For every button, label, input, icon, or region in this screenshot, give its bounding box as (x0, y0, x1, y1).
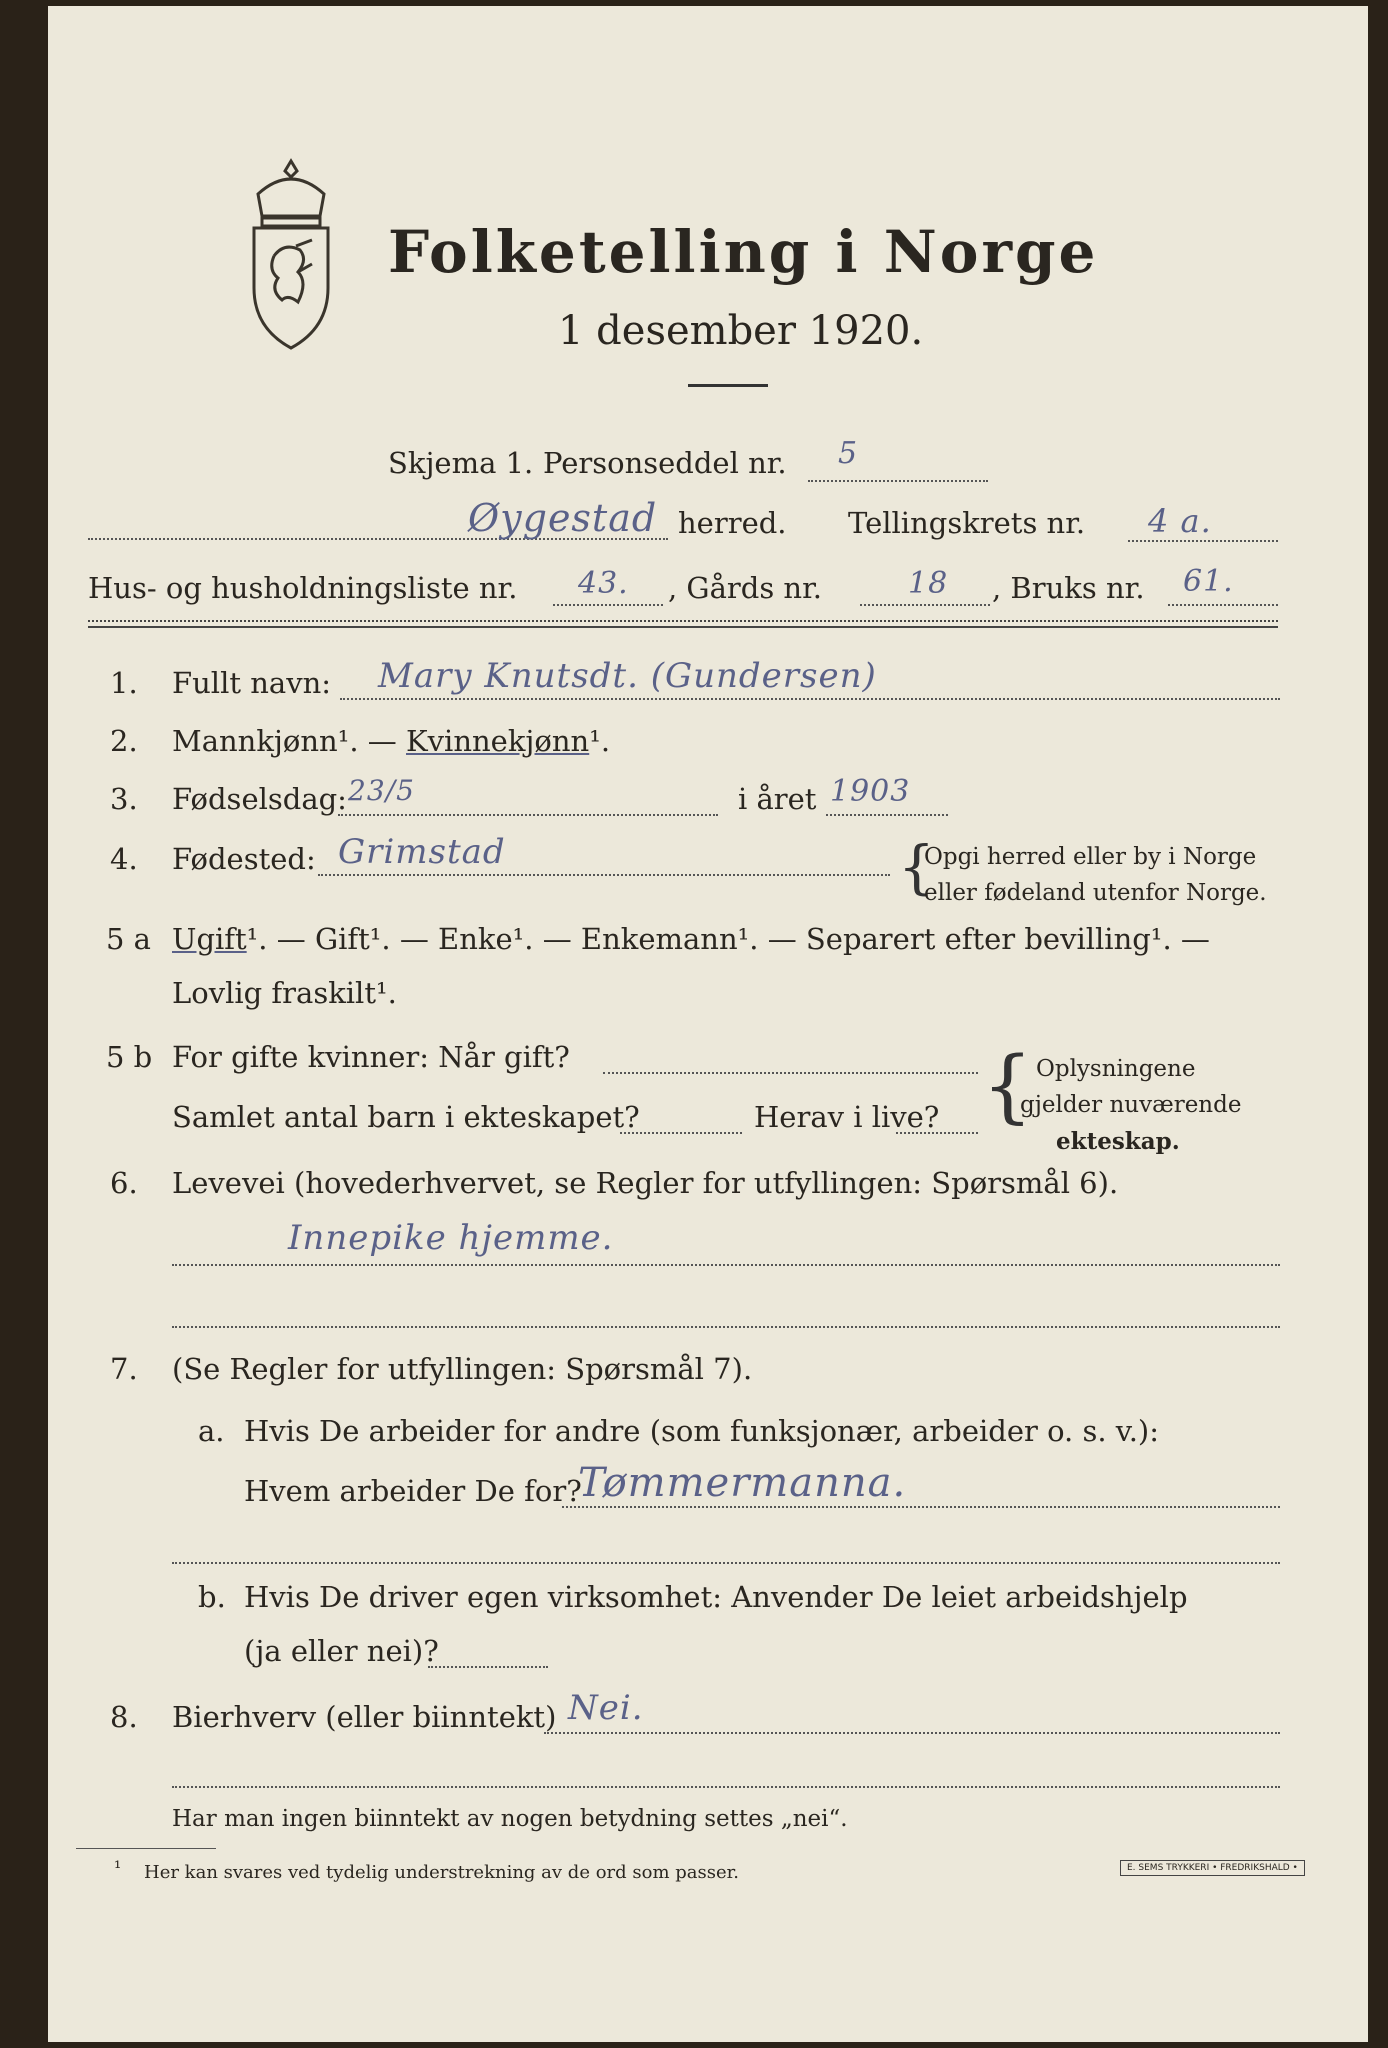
q3-year-value: 1903 (830, 774, 911, 809)
q5b-note-2: gjelder nuværende (1020, 1092, 1242, 1118)
footnote-text: Her kan svares ved tydelig understrekning av de ord som passer. (144, 1862, 739, 1883)
footnote-mark: ¹ (114, 1858, 122, 1879)
census-form-page (48, 6, 1368, 2042)
q5a-rest: ¹. — Gift¹. — Enke¹. — Enkemann¹. — Separert efter bevilling¹. — (246, 922, 1210, 956)
q7-label: (Se Regler for utfyllingen: Spørsmål 7). (172, 1352, 753, 1386)
bruks-line (1168, 604, 1278, 606)
q4-line (318, 874, 890, 876)
q7b-line1: Hvis De driver egen virksomhet: Anvender De leiet arbeidshjelp (244, 1580, 1188, 1614)
q6-label: Levevei (hovederhvervet, se Regler for utfyllingen: Spørsmål 6). (172, 1166, 1119, 1200)
q8-value: Nei. (568, 1688, 644, 1728)
q4-note-1: Opgi herred eller by i Norge (924, 844, 1257, 870)
q8-label: Bierhverv (eller biinntekt) (172, 1700, 557, 1734)
q6-number: 6. (110, 1166, 138, 1200)
q7b-number: b. (198, 1580, 226, 1614)
q5b-line2b: Herav i live? (754, 1100, 940, 1134)
herred-value: Øygestad (468, 496, 658, 540)
q1-value: Mary Knutsdt. (Gundersen) (378, 656, 877, 696)
gards-value: 18 (908, 566, 949, 601)
herred-label: herred. (678, 506, 787, 540)
q3-label: Fødselsdag: (172, 782, 347, 816)
header-rule-2 (88, 626, 1278, 628)
q7a-line2: Hvem arbeider De for? (244, 1474, 582, 1508)
census-date: 1 desember 1920. (558, 308, 924, 354)
q7a-line1: Hvis De arbeider for andre (som funksjonær, arbeider o. s. v.): (244, 1414, 1160, 1448)
q7a-line-2 (172, 1562, 1280, 1564)
q3-year-line (826, 814, 948, 816)
tellingskrets-line (1128, 540, 1278, 542)
printer-stamp: E. SEMS TRYKKERI • FREDRIKSHALD • (1120, 1860, 1305, 1876)
q5b-live-dots (896, 1132, 978, 1134)
footnote-rule (76, 1848, 216, 1849)
q5b-line1: For gifte kvinner: Når gift? (172, 1040, 570, 1074)
q5b-brace: { (982, 1039, 1033, 1132)
note-nei: Har man ingen biinntekt av nogen betydning settes „nei“. (172, 1806, 848, 1832)
q7a-line (562, 1506, 1280, 1508)
skjema-label: Skjema 1. (388, 446, 534, 480)
personseddel-label: Personseddel nr. (543, 446, 787, 480)
q3-value: 23/5 (348, 774, 415, 807)
q8-number: 8. (110, 1700, 138, 1734)
q4-number: 4. (110, 842, 138, 876)
q1-line (340, 698, 1280, 700)
q5b-note-3: ekteskap. (1056, 1128, 1180, 1155)
q6-value: Innepike hjemme. (288, 1218, 614, 1258)
q2-text (172, 724, 610, 758)
q6-line-2 (172, 1326, 1280, 1328)
q5b-barn-dots (620, 1132, 742, 1134)
q3-number: 3. (110, 782, 138, 816)
q2-mann: Mannkjønn¹. — (172, 724, 406, 758)
q5b-line2: Samlet antal barn i ekteskapet? (172, 1100, 640, 1134)
q7b-line2: (ja eller nei)? (244, 1634, 439, 1668)
husliste-label: Hus- og husholdningsliste nr. (88, 571, 518, 605)
gards-label: , Gårds nr. (668, 571, 822, 605)
q4-brace: { (898, 833, 935, 901)
gards-line (860, 604, 990, 606)
bruks-label: , Bruks nr. (992, 571, 1145, 605)
q5a-number: 5 a (106, 922, 151, 956)
form-title: Folketelling i Norge (388, 218, 1099, 286)
q3-year-label: i året (738, 782, 817, 816)
q5a-line2: Lovlig fraskilt¹. (172, 976, 397, 1010)
q4-value: Grimstad (338, 832, 506, 872)
title-divider (688, 384, 768, 387)
personseddel-value: 5 (838, 436, 859, 471)
tellingskrets-value: 4 a. (1148, 502, 1212, 540)
personseddel-line (808, 480, 988, 482)
q2-mark: ¹. (589, 724, 611, 758)
q3-line (338, 814, 718, 816)
q5a-options (172, 922, 1210, 956)
q7a-number: a. (198, 1414, 225, 1448)
q4-note-2: eller fødeland utenfor Norge. (924, 880, 1267, 906)
q5b-number: 5 b (106, 1040, 153, 1074)
header-rule-1 (88, 620, 1278, 622)
q6-line-1 (172, 1264, 1280, 1266)
q7-number: 7. (110, 1352, 138, 1386)
q8-line-2 (172, 1786, 1280, 1788)
q2-number: 2. (110, 724, 138, 758)
q5b-note-1: Oplysningene (1036, 1056, 1196, 1082)
bruks-value: 61. (1183, 564, 1234, 599)
husliste-value: 43. (578, 566, 629, 601)
tellingskrets-label: Tellingskrets nr. (848, 506, 1086, 540)
q7b-line (428, 1666, 548, 1668)
q1-label: Fullt navn: (172, 666, 332, 700)
q5a-ugift: Ugift (172, 922, 247, 956)
husliste-line (553, 604, 663, 606)
q8-line (544, 1732, 1280, 1734)
q1-number: 1. (110, 666, 138, 700)
coat-of-arms-icon (236, 156, 346, 356)
q5b-line1-dots (603, 1072, 978, 1074)
q7a-value: Tømmermanna. (578, 1460, 907, 1506)
q2-kvinne: Kvinnekjønn (406, 724, 590, 758)
q4-label: Fødested: (172, 842, 316, 876)
